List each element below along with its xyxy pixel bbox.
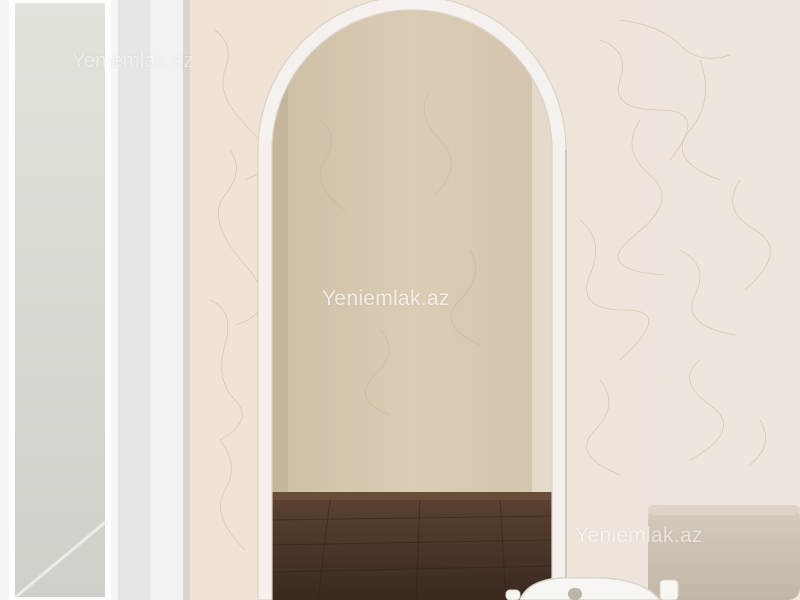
watermark-bottom: Yeniemlak.az	[575, 524, 703, 547]
floor	[272, 500, 552, 600]
watermark-center: Yeniemlak.az	[322, 287, 450, 310]
door-glass-panel	[12, 0, 108, 600]
watermark-top: Yeniemlak.az	[72, 50, 194, 72]
